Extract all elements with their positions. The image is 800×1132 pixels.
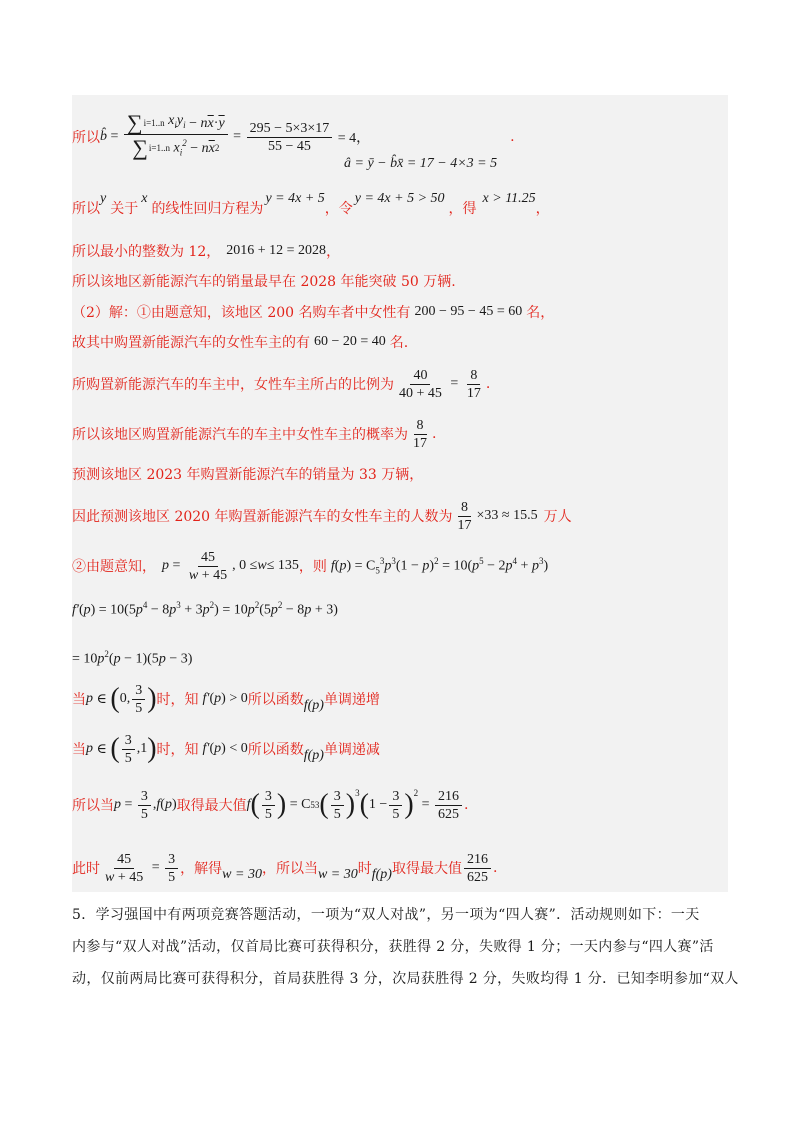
text: . <box>464 797 469 813</box>
text: 时 <box>357 861 372 877</box>
forecast-line <box>72 463 423 485</box>
factored-line <box>72 646 192 670</box>
text: 所以函数 <box>247 742 304 758</box>
text: . <box>485 376 491 392</box>
text: . <box>432 426 437 442</box>
inequality-result: x > 11.25 <box>482 191 536 206</box>
text: ，则 <box>298 559 327 575</box>
var-x: x <box>141 191 148 206</box>
increasing-line <box>72 678 380 720</box>
text: 所购置新能源汽车的车主中，女性车主所占的比例为 <box>72 377 394 393</box>
w-value: w = 30 <box>222 867 262 882</box>
text: ， <box>535 201 550 217</box>
var-y: y <box>100 191 107 206</box>
f-definition: $f(p) = C_5^3p^3(1 - p)^2 = 10(p^5 - 2p^4 + p^3)$ <box>330 556 549 576</box>
text: 因此预测该地区 2020 年购置新能源汽车的女性车主的人数为 <box>72 509 453 525</box>
text: 单调递减 <box>323 742 380 758</box>
bhat-formula: b̂ = ∑ i=1..n $x_iy_i$ − n $\overline{x}$ · $\overline{y}$ ∑ i=1..n $x_i^2$ − n $\overline{x}$ 2 = $\frac{295 - 5\times 3\times 17}{55 - 45}$ = 4， <box>100 110 371 161</box>
derivative-formula: $f'(p) = 10(5p^4 - 8p^3 + 3p^2) = 10p^2(5p^2 - 8p + 3)$ <box>72 599 338 618</box>
factored-formula: = $10p^2(p - 1)(5p - 3)$ <box>72 648 193 667</box>
text: ，得 <box>448 201 477 217</box>
p-value: p = $\frac{3}{5}$ , f ( p ) <box>114 788 177 822</box>
text: ，令 <box>324 201 353 217</box>
text: 万人 <box>543 509 572 525</box>
w-equation: $\frac{45}{w + 45}$ = $\frac{3}{5}$ <box>100 851 180 886</box>
text: 所以 <box>72 130 100 146</box>
female-owners-equation: 60 − 20 = 40 <box>314 334 386 349</box>
text: （2）解：①由题意知，该地区 200 名购车者中女性有 <box>72 305 411 321</box>
ahat-line <box>344 154 497 174</box>
derivative-line <box>72 596 338 622</box>
derivative-negative: f′(p) < 0 <box>202 741 248 756</box>
female-forecast-formula: $\frac{8}{17}$ ×33 ≈ 15.5 <box>457 499 538 533</box>
function-definition-line <box>72 546 548 586</box>
text: 所以最小的整数为 12， <box>72 244 221 260</box>
text: 时，知 <box>156 692 199 708</box>
interval-increasing: p ∈ ( 0, $\frac{3}{5}$ ) <box>86 682 157 716</box>
interval-decreasing: p ∈ ( $\frac{3}{5}$ ,1 ) <box>86 732 157 766</box>
text: 所以该地区购置新能源汽车的车主中女性车主的概率为 <box>72 427 408 443</box>
regression-line <box>72 191 550 220</box>
text: 所以当 <box>72 798 114 814</box>
year-equation: 2016 + 12 = 2028 <box>226 243 327 258</box>
w-value: w = 30 <box>317 867 358 882</box>
part2-line <box>72 300 554 324</box>
text: 所以 <box>72 201 100 217</box>
text: 时，知 <box>156 742 199 758</box>
decreasing-line <box>72 728 380 770</box>
text: 名， <box>526 305 555 321</box>
max-value: $\frac{216}{625}$ <box>462 851 493 886</box>
ahat-formula: â = ȳ − b̂x̄ = 17 − 4×3 = 5 <box>344 156 498 171</box>
p-definition: p = $\frac{45}{w + 45}$ , 0 ≤ w ≤ 135 <box>162 549 299 583</box>
text: 当 <box>72 742 86 758</box>
question5-line1: 5．学习强国中有两项竞赛答题活动，一项为“双人对战”，另一项为“四人赛”．活动规则如下：一天 <box>72 907 700 923</box>
ratio-formula: $\frac{40}{40 + 45}$ = $\frac{8}{17}$ <box>399 367 481 401</box>
text: 所以该地区新能源汽车的销量最早在 2028 年能突破 50 万辆. <box>72 274 456 290</box>
conclusion-line <box>72 270 456 292</box>
text: 所以函数 <box>247 692 304 708</box>
female-count-equation: 200 − 95 − 45 = 60 <box>414 304 523 319</box>
text: 的线性回归方程为 <box>151 201 264 217</box>
derivative-positive: f′(p) > 0 <box>202 691 248 706</box>
text: . <box>492 860 498 876</box>
text: ②由题意知， <box>72 559 156 575</box>
text: ，所以当 <box>261 861 318 877</box>
text: 关于 <box>110 201 139 217</box>
maximum-value-formula: f ( $\frac{3}{5}$ ) = C 5 3 ( $\frac{3}{5}$ ) $^3$ ( 1 − $\frac{3}{5}$ ) $^2$ = $\frac{216}{625}$ <box>247 788 464 823</box>
text: 预测该地区 2023 年购置新能源汽车的销量为 33 万辆， <box>72 467 424 483</box>
function-f: f(p) <box>371 867 392 882</box>
maximum-line <box>72 780 469 830</box>
text: ， <box>326 244 341 260</box>
text: 此时 <box>72 861 100 877</box>
probability-formula: $\frac{8}{17}$ <box>413 417 427 451</box>
female-forecast-line <box>72 494 572 538</box>
text: 单调递增 <box>323 692 380 708</box>
text: ，解得 <box>180 861 223 877</box>
function-f: f(p) <box>303 748 324 763</box>
question5-line3: 动，仅前两局比赛可获得积分，首局获胜得 3 分，次局获胜得 2 分，失败均得 1 分．已知李明参加“双人 <box>72 971 739 987</box>
question5-line2: 内参与“双人对战”活动，仅首局比赛可获得积分，获胜得 2 分，失败得 1 分；一天内参与“四人赛”活 <box>72 939 714 955</box>
regression-equation: y = 4x + 5 <box>265 191 325 206</box>
year-line <box>72 240 340 262</box>
text: . <box>510 129 515 145</box>
text: 当 <box>72 692 86 708</box>
function-f: f(p) <box>303 698 324 713</box>
text: 取得最大值 <box>176 798 247 814</box>
text: 取得最大值 <box>391 861 462 877</box>
ratio-line <box>72 362 490 406</box>
female-owners-line <box>72 330 408 354</box>
text: 名. <box>389 335 409 351</box>
probability-line <box>72 412 436 456</box>
final-line <box>72 846 497 890</box>
text: 故其中购置新能源汽车的女性车主的有 <box>72 335 310 351</box>
inequality: y = 4x + 5 > 50 <box>354 191 445 206</box>
